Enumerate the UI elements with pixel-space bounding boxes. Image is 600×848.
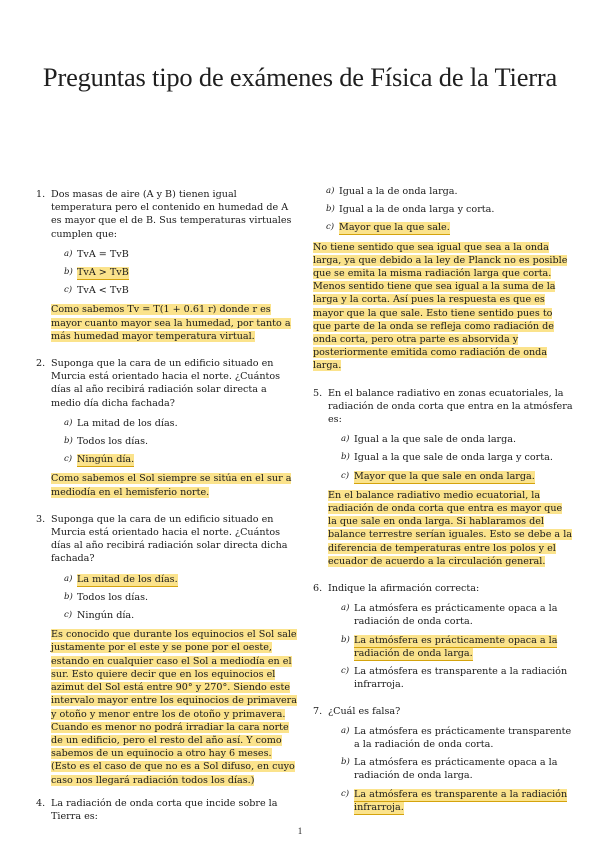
question-number: 6. (313, 583, 323, 595)
option-b: b) Todos los días. (64, 436, 149, 448)
question-number: 1. (36, 189, 46, 200)
question-number: 5. (313, 387, 323, 399)
option-b: b) La atmósfera es prácticamente opaca a la radiación de onda larga. (341, 634, 558, 659)
option-b: b) La atmósfera es prácticamente opaca a la radiación de onda larga. (341, 757, 558, 782)
highlighted-correct-option: La atmósfera es transparente a la radiación infrarroja. (354, 788, 568, 813)
options-list (328, 725, 573, 814)
option-c: c) TvA < TvB (64, 285, 129, 297)
highlighted-correct-option: Mayor que la que sale en onda larga. (354, 470, 535, 482)
question-text: Suponga que la cara de un edificio situado en Murcia está orientado hacia el norte. ¿Cuántos días al año recibirá radiación solar directa a medio día dicha fachada? (51, 358, 281, 409)
options-list (51, 573, 298, 623)
options-list (328, 602, 573, 691)
question-4-options (313, 185, 573, 235)
option-a: a) TvA = TvB (64, 248, 129, 260)
highlighted-correct-option: La atmósfera es prácticamente opaca a la radiación de onda larga. (354, 634, 558, 659)
page-title: Preguntas tipo de exámenes de Física de la Tierra (42, 62, 558, 92)
option-c: c) La atmósfera es transparente a la radiación infrarroja. (341, 666, 568, 691)
option-c: c) Mayor que la que sale en onda larga. (341, 470, 535, 482)
question-1 (36, 188, 298, 343)
answer-explanation: No tiene sentido que sea igual que sea a la onda larga, ya que debido a la ley de Planck no es posible que se emita la misma radiación larga que corta. Menos sentido tiene que sea igual a la suma de la larga y la corta. Así pues la respuesta es que es mayor que la que sale. Esto tiene sentido pues to que parte de la onda se refleja como radiación de onda corta, pero otra parte es absorvida y posteriormente emitida como radiación de onda larga. (313, 241, 568, 372)
options-list (328, 433, 573, 483)
question-3 (36, 513, 298, 787)
highlighted-correct-option: La mitad de los días. (77, 573, 178, 585)
options-list (51, 417, 298, 467)
highlighted-correct-option: TvA > TvB (77, 267, 129, 279)
page-number: 1 (297, 826, 303, 836)
option-a: a) La atmósfera es prácticamente opaca a la radiación de onda corta. (341, 603, 558, 628)
question-4 (36, 797, 298, 823)
question-6 (313, 582, 573, 691)
question-5 (313, 387, 573, 568)
question-number: 3. (36, 513, 46, 525)
option-c: c) Ningún día. (64, 610, 135, 622)
question-text: Suponga que la cara de un edificio situado en Murcia está orientado hacia el norte. ¿Cuántos días al año recibirá radiación solar directa dicha fachada? (51, 513, 288, 565)
option-c: c) Ningún día. (64, 454, 135, 466)
option-a: a) La mitad de los días. (64, 417, 178, 429)
question-2 (36, 357, 298, 499)
question-text: La radiación de onda corta que incide sobre la Tierra es: (51, 797, 278, 822)
question-text: ¿Cuál es falsa? (328, 705, 401, 717)
answer-explanation: Es conocido que durante los equinocios el Sol sale justamente por el este y se pone por el oeste, estando en cualquier caso el Sol a mediodía en el sur. Esto quiere decir que en los equinocios el azimut del Sol está entre 90° y 270°. Siendo este intervalo mayor entre los equinocios de primavera y otoño y menor entre los de otoño y primavera. Cuando es menor no podrá irradiar la cara norte de un edificio, pero el resto del año así. Y como sabemos de un equinocio a otro hay 6 meses. (Esto es el caso de que no es a Sol difuso, en cuyo caso nos llegará radiación todos los días.) (51, 629, 297, 786)
answer-explanation: Como sabemos el Sol siempre se sitúa en el sur a mediodía en el hemisferio norte. (51, 473, 292, 498)
option-b: b) Todos los días. (64, 591, 149, 603)
option-a: a) Igual a la de onda larga. (326, 186, 458, 197)
option-b: b) Igual a la que sale de onda larga y corta. (341, 452, 553, 464)
option-c: c) La atmósfera es transparente a la radiación infrarroja. (341, 788, 568, 813)
option-b: b) TvA > TvB (64, 267, 129, 279)
question-number: 2. (36, 358, 46, 370)
highlighted-correct-option: Mayor que la que sale. (339, 222, 450, 234)
question-text: Indique la afirmación correcta: (328, 583, 480, 595)
question-text: Dos masas de aire (A y B) tienen igual temperatura pero el contenido en humedad de A es mayor que el de B. Sus temperaturas virtuales cumplen que: (51, 189, 292, 240)
answer-explanation: Como sabemos Tv = T(1 + 0.61 r) donde r es mayor cuanto mayor sea la humedad, por tanto a más humedad mayor temperatura virtual. (51, 304, 291, 342)
answer-explanation: En el balance radiativo medio ecuatorial, la radiación de onda corta que entra es mayor que la que sale en onda larga. Si hablaramos del balance terrestre serían iguales. Esto se debe a la diferencia de temperaturas entre los polos y el ecuador de acuerdo a la circulación general. (328, 489, 572, 567)
right-column (313, 185, 573, 819)
question-7 (313, 705, 573, 814)
question-number: 7. (313, 705, 323, 717)
option-b: b) Igual a la de onda larga y corta. (326, 204, 495, 216)
option-a: a) La mitad de los días. (64, 573, 178, 585)
question-text: En el balance radiativo en zonas ecuatoriales, la radiación de onda corta que entra en la atmósfera es: (328, 387, 573, 426)
options-list (51, 248, 298, 298)
option-a: a) Igual a la que sale de onda larga. (341, 434, 517, 446)
option-a: a) La atmósfera es prácticamente transparente a la radiación de onda corta. (341, 725, 572, 750)
question-number: 4. (36, 797, 46, 809)
highlighted-correct-option: Ningún día. (77, 454, 135, 466)
left-column (36, 188, 298, 823)
option-c: c) Mayor que la que sale. (326, 222, 450, 234)
